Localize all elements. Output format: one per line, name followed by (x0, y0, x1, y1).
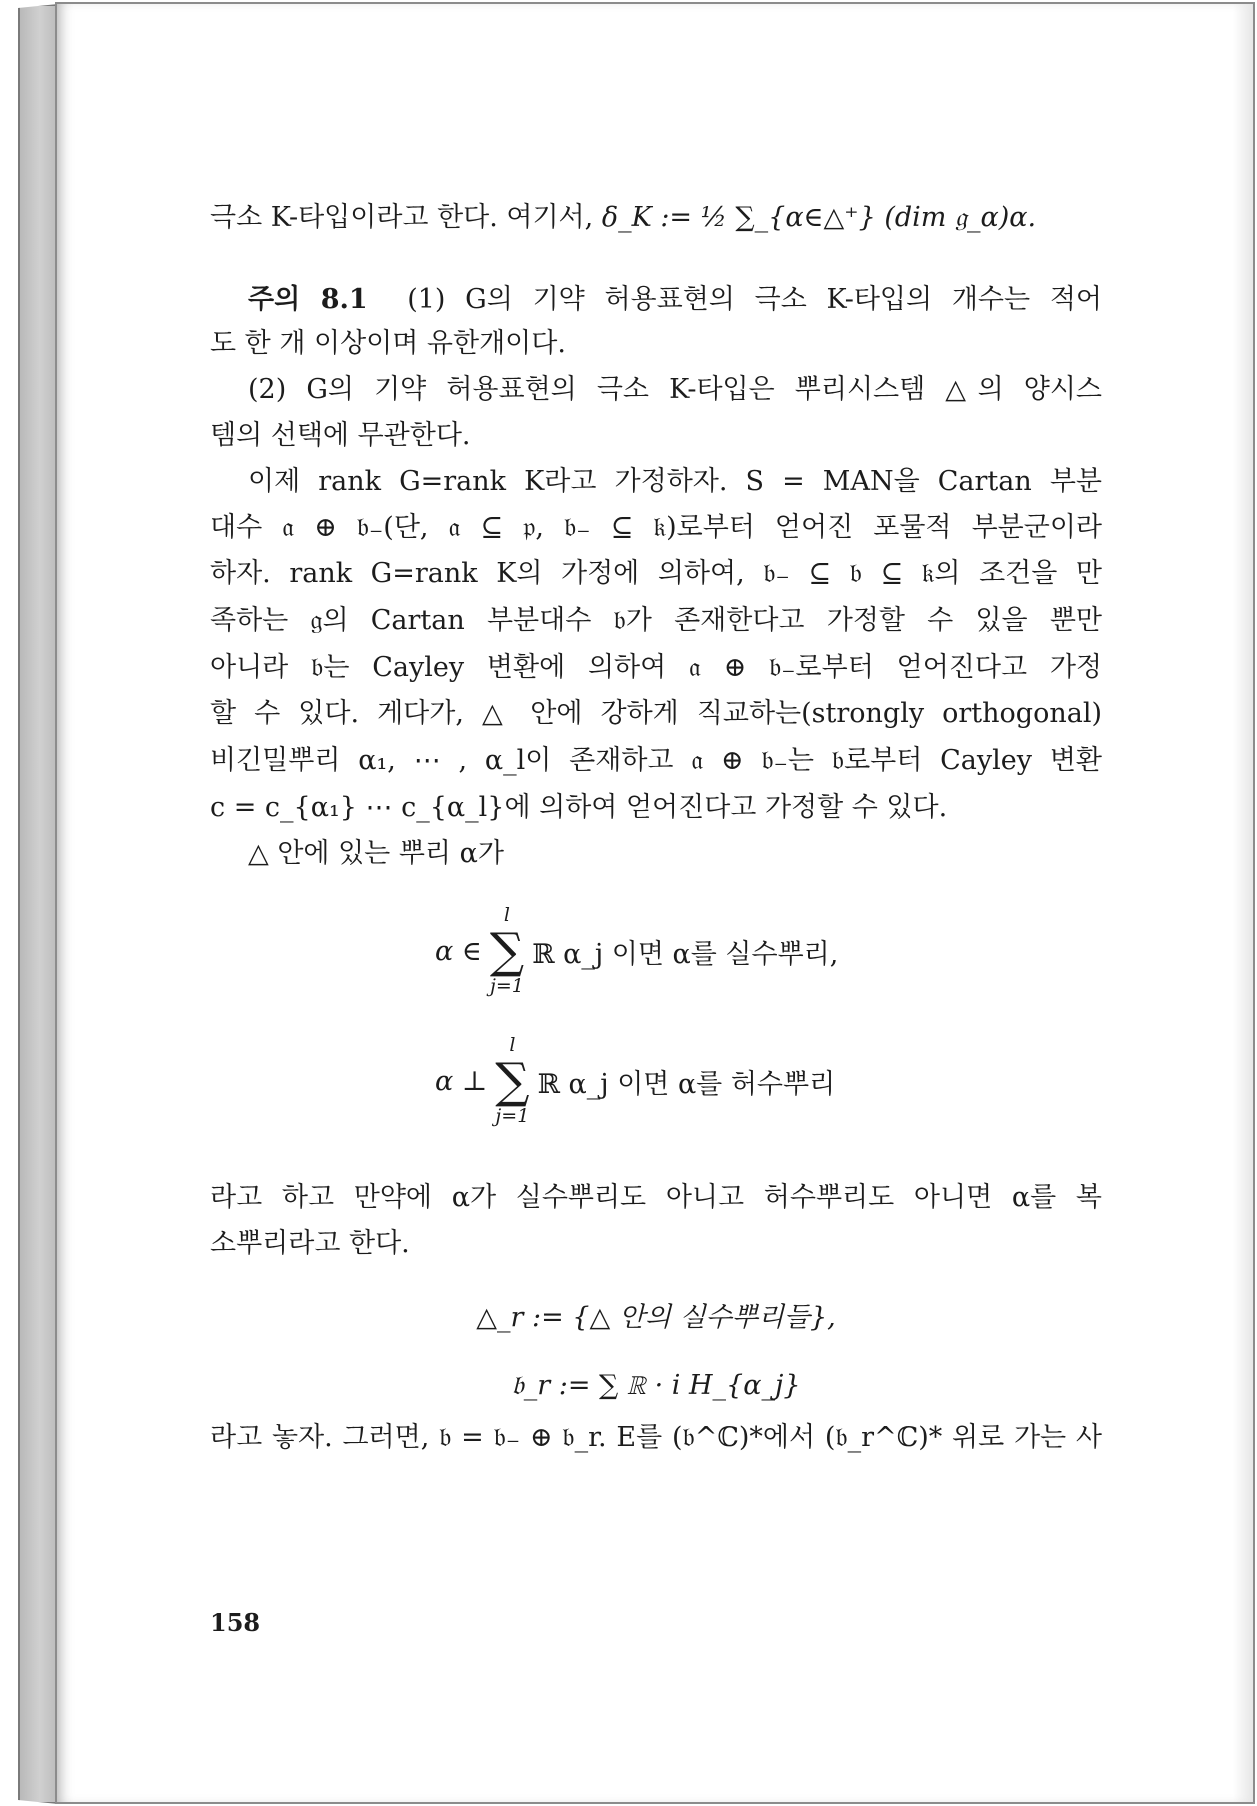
paragraph-2-line-2: 소뿌리라고 한다. (210, 1228, 410, 1259)
remark-line-3: (2) G의 기약 허용표현의 극소 K-타입은 뿌리시스템 △의 양시스 (248, 374, 1102, 405)
remark-line-1 (210, 282, 1102, 318)
equation-delta-r (210, 1300, 1102, 1336)
equation-2-right: ℝ α_j 이면 α를 허수뿌리 (537, 1068, 836, 1100)
equation-real-roots (210, 906, 1102, 1006)
paragraph-line-7: 비긴밀뿌리 α₁, ⋯ , α_l이 존재하고 𝔞 ⊕ 𝔟₋는 𝔟로부터 Cayley 변환 (210, 745, 1102, 776)
equation-b-r (210, 1368, 1102, 1404)
text-line-1 (210, 200, 1102, 236)
remark-line-2: 도 한 개 이상이며 유한개이다. (210, 328, 566, 359)
paragraph-2-line-1: 라고 하고 만약에 α가 실수뿌리도 아니고 허수뿌리도 아니면 α를 복 (210, 1182, 1102, 1213)
remark-line-4: 템의 선택에 무관한다. (210, 420, 471, 451)
equation-imaginary-roots (210, 1036, 1102, 1136)
remark-line-1-text: (1) G의 기약 허용표현의 극소 K-타입의 개수는 적어 (407, 284, 1102, 315)
paragraph-line-6: 할 수 있다. 게다가, △ 안에 강하게 직교하는(strongly orthogonal) (210, 698, 1102, 729)
sum-upper-limit: l (503, 904, 510, 926)
paragraph-line-8: c = c_{α₁} ⋯ c_{α_l}에 의하여 얻어진다고 가정할 수 있다. (210, 792, 948, 823)
paragraph-line-9: △ 안에 있는 뿌리 α가 (248, 838, 504, 869)
paragraph-line-2: 대수 𝔞 ⊕ 𝔟₋(단, 𝔞 ⊆ 𝔭, 𝔟₋ ⊆ 𝔨)로부터 얻어진 포물적 부분군이라 (210, 512, 1102, 543)
equation-3: △_r := {△ 안의 실수뿌리들}, (476, 1302, 836, 1333)
summation-symbol: l ∑ j=1 (489, 904, 525, 997)
equation-4: 𝔟_r := ∑ ℝ · i H_{α_j} (511, 1370, 801, 1401)
summation-symbol: l ∑ j=1 (495, 1034, 530, 1127)
paragraph-line-4: 족하는 𝔤의 Cartan 부분대수 𝔟가 존재한다고 가정할 수 있을 뿐만 (210, 605, 1102, 636)
sum-upper-limit: l (509, 1034, 516, 1056)
sum-lower-limit: j=1 (495, 1105, 530, 1127)
equation-1-left: α ∈ (435, 935, 482, 967)
paragraph-line-5: 아니라 𝔟는 Cayley 변환에 의하여 𝔞 ⊕ 𝔟₋로부터 얻어진다고 가정 (210, 652, 1102, 683)
paragraph-line-1: 이제 rank G=rank K라고 가정하자. S = MAN을 Cartan 부분 (248, 466, 1102, 497)
sum-lower-limit: j=1 (489, 975, 524, 997)
paragraph-line-3: 하자. rank G=rank K의 가정에 의하여, 𝔟₋ ⊆ 𝔟 ⊆ 𝔨의 조건을 만 (210, 558, 1102, 589)
equation-2-left: α ⊥ (435, 1065, 488, 1097)
line-1-text: 극소 K-타입이라고 한다. 여기서, (210, 202, 602, 233)
last-text-line: 라고 놓자. 그러면, 𝔟 = 𝔟₋ ⊕ 𝔟_r. E를 (𝔟^ℂ)*에서 (𝔟_r^ℂ)* 위로 가는 사 (210, 1422, 1102, 1453)
book-page (55, 2, 1255, 1804)
page-number: 158 (210, 1608, 261, 1637)
equation-1-right: ℝ α_j 이면 α를 실수뿌리, (532, 938, 839, 970)
page-edge-shading (1233, 4, 1253, 1802)
book-spine (18, 4, 58, 1804)
remark-label: 주의 8.1 (248, 284, 368, 315)
line-1-formula: δ_K := ½ ∑_{α∈△⁺} (dim 𝔤_α)α. (601, 202, 1037, 233)
